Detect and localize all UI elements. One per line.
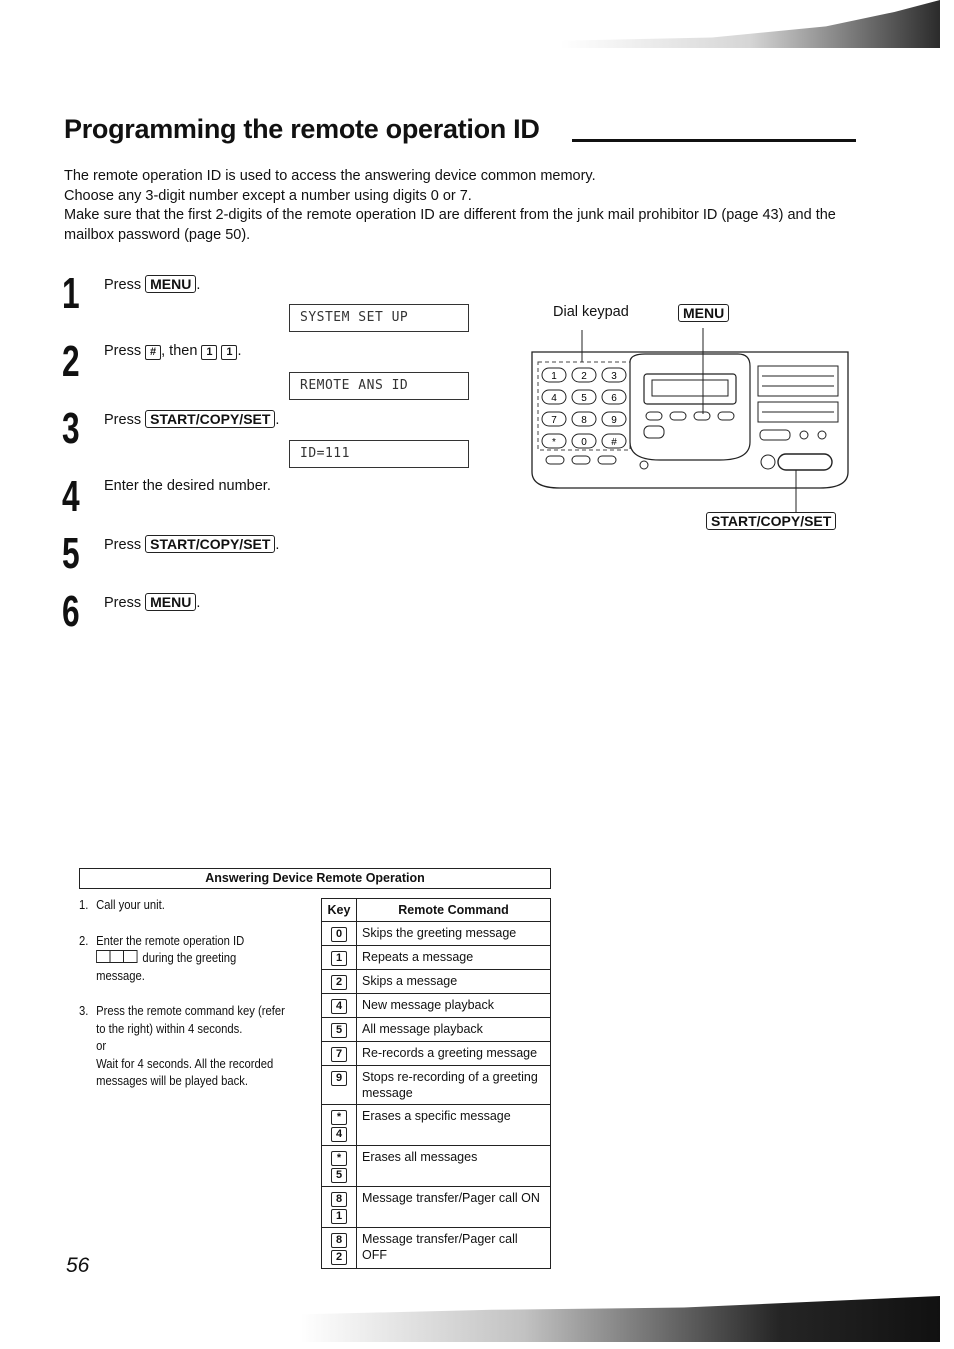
- step-number: 4: [62, 472, 80, 521]
- keypad-key-label: 9: [611, 415, 617, 426]
- key-cell: [322, 922, 357, 946]
- item-text: [96, 1003, 288, 1091]
- command-cell: Message transfer/Pager call OFF: [357, 1228, 551, 1269]
- key-cell: [322, 946, 357, 970]
- table-row: [322, 994, 551, 1018]
- period: .: [275, 412, 280, 428]
- item-text-post: during the greeting message.: [96, 951, 237, 983]
- item-number: 3.: [79, 1004, 89, 1018]
- step-2-text: [104, 343, 241, 360]
- table-row: [322, 1187, 551, 1228]
- command-key: 4: [331, 1127, 347, 1142]
- period: .: [196, 277, 201, 293]
- menu-key: MENU: [145, 593, 196, 611]
- press-word: Press: [104, 343, 142, 359]
- step-number: 3: [62, 404, 80, 453]
- period: .: [237, 343, 242, 359]
- key-cell: [322, 1228, 357, 1269]
- remote-operation-title: Answering Device Remote Operation: [79, 868, 551, 889]
- command-key: 7: [331, 1047, 347, 1062]
- keypad-key-label: 7: [551, 415, 557, 426]
- keypad-keys: [542, 368, 626, 448]
- command-cell: Erases a specific message: [357, 1105, 551, 1146]
- keypad-key-label: 0: [581, 437, 587, 448]
- table-row: [322, 922, 551, 946]
- key-cell: [322, 1042, 357, 1066]
- lcd-display-remote-ans-id: REMOTE ANS ID: [289, 372, 469, 400]
- keypad-key-label: 1: [551, 371, 557, 382]
- step-number: 5: [62, 529, 80, 578]
- item-number: 1.: [79, 898, 89, 912]
- section-title: Programming the remote operation ID: [64, 114, 540, 144]
- command-cell: Skips a message: [357, 970, 551, 994]
- table-row: [322, 1042, 551, 1066]
- step-number: 1: [62, 269, 80, 318]
- id-entry-boxes: [96, 950, 137, 963]
- table-body: [322, 922, 551, 1269]
- key-cell: [322, 1146, 357, 1187]
- list-item: [79, 933, 288, 986]
- lcd-display-system-set-up: SYSTEM SET UP: [289, 304, 469, 332]
- keypad-key: [542, 434, 566, 448]
- start-copy-set-key: START/COPY/SET: [145, 410, 275, 428]
- key-cell: [322, 994, 357, 1018]
- command-cell: Repeats a message: [357, 946, 551, 970]
- start-copy-set-key: START/COPY/SET: [706, 512, 836, 530]
- command-cell: All message playback: [357, 1018, 551, 1042]
- command-key: 0: [331, 927, 347, 942]
- item-text-main: Press the remote command key (refer to the right) within 4 seconds.: [96, 1004, 285, 1036]
- key-cell: [322, 1187, 357, 1228]
- lcd-display-id: ID=111: [289, 440, 469, 468]
- table-row: [322, 1018, 551, 1042]
- press-word: Press: [104, 412, 142, 428]
- command-key: 2: [331, 975, 347, 990]
- table-row: [322, 1228, 551, 1269]
- keypad-key: [602, 390, 626, 404]
- press-word: Press: [104, 595, 142, 611]
- command-key: 8: [331, 1192, 347, 1207]
- scan-shadow-bottom: [300, 1296, 940, 1342]
- keypad-key-label: 4: [551, 393, 557, 404]
- keypad-key: [602, 434, 626, 448]
- command-cell: Skips the greeting message: [357, 922, 551, 946]
- start-copy-set-key: START/COPY/SET: [145, 535, 275, 553]
- page-number: 56: [66, 1254, 90, 1277]
- menu-key: MENU: [145, 275, 196, 293]
- press-word: Press: [104, 537, 142, 553]
- menu-key: MENU: [678, 304, 729, 322]
- key-cell: [322, 970, 357, 994]
- list-item: [79, 1003, 288, 1091]
- keypad-key: [572, 412, 596, 426]
- period: .: [275, 537, 280, 553]
- command-key: *: [331, 1151, 347, 1166]
- keypad-key: [572, 390, 596, 404]
- keypad-key-label: #: [611, 437, 617, 448]
- diagram-start-label: [706, 512, 836, 530]
- keypad-key-label: 2: [581, 371, 587, 382]
- intro-line: The remote operation ID is used to access the answering device common memory.: [64, 168, 596, 184]
- keypad-key-label: 6: [611, 393, 617, 404]
- command-key: 1: [331, 951, 347, 966]
- command-key: 5: [331, 1168, 347, 1183]
- table-row: [322, 1146, 551, 1187]
- item-text-or: or: [96, 1039, 107, 1053]
- command-cell: Message transfer/Pager call ON: [357, 1187, 551, 1228]
- item-text-pre: Enter the remote operation ID: [96, 933, 245, 948]
- command-cell: Stops re-recording of a greeting message: [357, 1066, 551, 1105]
- command-key: 5: [331, 1023, 347, 1038]
- command-key: *: [331, 1110, 347, 1125]
- press-word: Press: [104, 277, 142, 293]
- table-row: [322, 1105, 551, 1146]
- period: .: [196, 595, 201, 611]
- dial-keypad-label: Dial keypad: [553, 304, 629, 320]
- command-key: 2: [331, 1250, 347, 1265]
- list-item: [79, 897, 288, 915]
- column-header-key: Key: [322, 899, 357, 922]
- item-text: [96, 933, 288, 986]
- step-number: 6: [62, 587, 80, 636]
- column-header-command: Remote Command: [357, 899, 551, 922]
- keypad-key: [572, 368, 596, 382]
- step-6-text: [104, 593, 200, 611]
- keypad-key-label: 3: [611, 371, 617, 382]
- step-number: 2: [62, 337, 80, 386]
- digit-key: 1: [221, 345, 237, 360]
- command-key: 4: [331, 999, 347, 1014]
- keypad-key-label: 5: [581, 393, 587, 404]
- hash-key: #: [145, 345, 161, 360]
- step-4-text: Enter the desired number.: [104, 478, 271, 494]
- key-cell: [322, 1018, 357, 1042]
- command-key: 9: [331, 1071, 347, 1086]
- table-row: [322, 946, 551, 970]
- fax-machine-diagram: [520, 322, 860, 514]
- command-key: 8: [331, 1233, 347, 1248]
- item-text-alt: Wait for 4 seconds. All the recorded messages will be played back.: [96, 1056, 274, 1088]
- command-cell: New message playback: [357, 994, 551, 1018]
- keypad-key: [602, 368, 626, 382]
- command-cell: Re-records a greeting message: [357, 1042, 551, 1066]
- intro-line: Choose any 3-digit number except a number using digits 0 or 7.: [64, 187, 472, 204]
- keypad-key: [542, 412, 566, 426]
- digit-key: 1: [201, 345, 217, 360]
- command-cell: Erases all messages: [357, 1146, 551, 1187]
- key-cell: [322, 1105, 357, 1146]
- step-1-text: [104, 275, 200, 293]
- keypad-key: [542, 368, 566, 382]
- command-key: 1: [331, 1209, 347, 1224]
- key-cell: [322, 1066, 357, 1105]
- scan-shadow-top: [560, 0, 940, 48]
- then-word: , then: [161, 343, 198, 359]
- diagram-menu-label: [678, 304, 729, 322]
- table-row: [322, 970, 551, 994]
- title-rule: [572, 139, 856, 142]
- remote-command-table: [321, 898, 551, 1269]
- intro-line: Make sure that the first 2-digits of the remote operation ID are different from the junk mail prohibitor ID (page 43) and the mailbox password (page 50).: [64, 207, 836, 243]
- remote-operation-steps: [79, 897, 288, 1109]
- keypad-key-label: *: [552, 437, 556, 448]
- intro-text: [64, 167, 864, 245]
- table-row: [322, 1066, 551, 1105]
- step-5-text: [104, 535, 279, 553]
- keypad-key: [602, 412, 626, 426]
- item-text: Call your unit.: [96, 898, 165, 912]
- table-header-row: [322, 899, 551, 922]
- step-3-text: [104, 410, 279, 428]
- item-number: 2.: [79, 933, 89, 948]
- keypad-key: [572, 434, 596, 448]
- keypad-key: [542, 390, 566, 404]
- keypad-key-label: 8: [581, 415, 587, 426]
